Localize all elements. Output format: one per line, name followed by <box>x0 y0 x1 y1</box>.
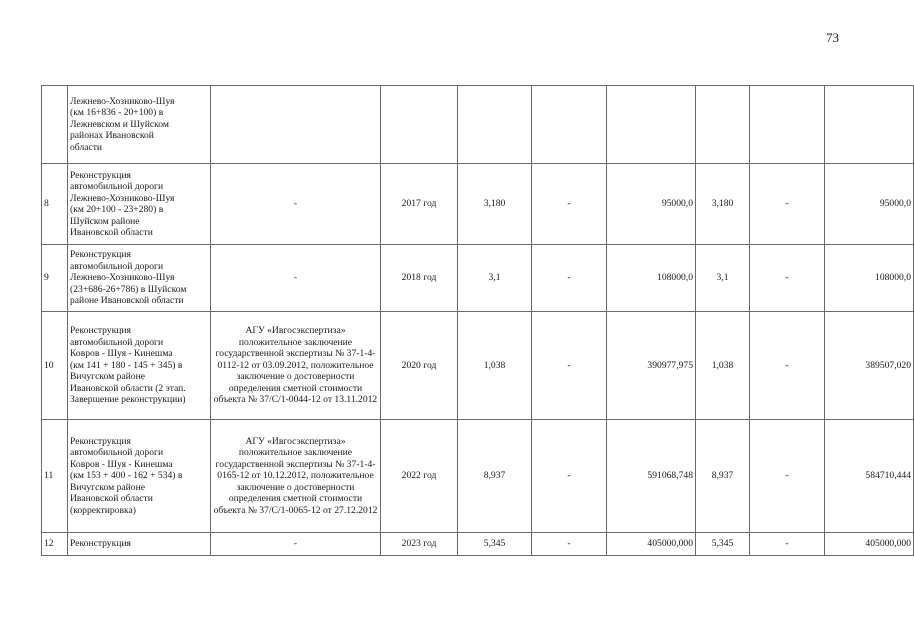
empty-value-cell-2: - <box>750 312 825 420</box>
expertise-conclusion: - <box>211 533 381 556</box>
length-total-cell: 8,937 <box>696 420 750 533</box>
length-cell: 5,345 <box>458 533 532 556</box>
table-row <box>42 420 914 533</box>
row-number <box>42 86 68 164</box>
object-name <box>68 86 211 164</box>
object-name-line: (км 20+100 - 23+280) в <box>70 204 164 215</box>
object-name-line: Шуйском районе <box>70 215 140 227</box>
object-name-line: Завершение реконструкции) <box>70 394 186 406</box>
empty-value-cell-2: - <box>750 245 825 312</box>
table-row <box>42 245 914 312</box>
empty-value-cell: - <box>532 164 607 245</box>
object-name-line: автомобильной дороги <box>70 447 164 459</box>
empty-value-cell: - <box>532 533 607 556</box>
object-name-line: Реконструкция <box>70 249 131 261</box>
length-total-cell: 5,345 <box>696 533 750 556</box>
cost-cell: 108000,0 <box>607 245 696 312</box>
cost-cell: 95000,0 <box>607 164 696 245</box>
cost-total-cell: 95000,0 <box>825 164 914 245</box>
year-cell <box>381 86 458 164</box>
empty-value-cell: - <box>532 312 607 420</box>
row-number: 10 <box>42 312 68 420</box>
object-name-line: Лежнево-Хозниково-Шуя <box>70 95 175 107</box>
object-name-line: области <box>70 141 103 153</box>
object-name <box>68 312 211 420</box>
length-total-cell: 3,180 <box>696 164 750 245</box>
object-name <box>68 164 211 245</box>
object-name-line: Реконструкция <box>70 325 131 337</box>
length-cell <box>458 86 532 164</box>
object-name-line: Лежнево-Хозниково-Шуя <box>70 192 175 204</box>
empty-value-cell: - <box>532 420 607 533</box>
object-name-line: Ковров - Шуя - Кинешма <box>70 348 173 360</box>
length-total-cell: 3,1 <box>696 245 750 312</box>
cost-cell: 405000,000 <box>607 533 696 556</box>
cost-cell: 390977,975 <box>607 312 696 420</box>
cost-total-cell: 389507,020 <box>825 312 914 420</box>
length-total-cell <box>696 86 750 164</box>
row-number: 11 <box>42 420 68 533</box>
length-cell: 3,1 <box>458 245 532 312</box>
table-row <box>42 312 914 420</box>
expertise-conclusion: - <box>211 245 381 312</box>
year-cell: 2022 год <box>381 420 458 533</box>
object-name-line: (корректировка) <box>70 504 136 516</box>
object-name-line: (23+686-26+786) в Шуйском <box>70 283 187 295</box>
length-cell: 8,937 <box>458 420 532 533</box>
object-name-line: Ивановской области <box>70 227 153 238</box>
table-row <box>42 164 914 245</box>
object-name-line: автомобильной дороги <box>70 336 164 348</box>
object-name-line: Лежнево-Хозниково-Шуя <box>70 272 175 284</box>
cost-cell: 591068,748 <box>607 420 696 533</box>
object-name-line: Реконструкция <box>70 169 131 181</box>
object-name-line: Ковров - Шуя - Кинешма <box>70 458 173 470</box>
expertise-conclusion <box>211 86 381 164</box>
object-name-line: Реконструкция <box>70 435 131 447</box>
empty-value-cell-2: - <box>750 164 825 245</box>
length-cell: 1,038 <box>458 312 532 420</box>
object-name-line: Лежневском и Шуйском <box>70 118 169 130</box>
empty-value-cell: - <box>532 245 607 312</box>
object-name-line: (км 141 + 180 - 145 + 345) в <box>70 359 183 371</box>
row-number: 12 <box>42 533 68 556</box>
construction-objects-table <box>41 85 914 556</box>
row-number: 9 <box>42 245 68 312</box>
object-name-line: районе Ивановской области <box>70 295 184 307</box>
object-name <box>68 420 211 533</box>
year-cell: 2020 год <box>381 312 458 420</box>
expertise-conclusion: АГУ «Ивгосэкспертиза» положительное заключение государственной экспертизы № 37-1-4-0165-12 от 10.12.2012, положительное заключение о достоверности определения сметной стоимости объекта № 37/С/1-0065-12 от 27.12.2012 <box>211 420 381 533</box>
year-cell: 2017 год <box>381 164 458 245</box>
expertise-conclusion: - <box>211 164 381 245</box>
cost-total-cell: 405000,000 <box>825 533 914 556</box>
row-number: 8 <box>42 164 68 245</box>
object-name-line: районах Ивановской <box>70 130 154 142</box>
object-name-line: Реконструкция <box>70 538 131 550</box>
object-name-line: автомобильной дороги <box>70 260 164 272</box>
expertise-conclusion: АГУ «Ивгосэкспертиза» положительное заключение государственной экспертизы № 37-1-4-0112-12 от 03.09.2012, положительное заключение о достоверности определения сметной стоимости объекта № 37/С/1-0044-12 от 13.11.2012 <box>211 312 381 420</box>
year-cell: 2018 год <box>381 245 458 312</box>
empty-value-cell-2: - <box>750 420 825 533</box>
object-name <box>68 245 211 312</box>
object-name-line: автомобильной дороги <box>70 181 164 192</box>
empty-value-cell-2: - <box>750 533 825 556</box>
length-total-cell: 1,038 <box>696 312 750 420</box>
object-name-line: Ивановской области (2 этап. <box>70 382 186 394</box>
cost-cell <box>607 86 696 164</box>
object-name <box>68 533 211 556</box>
page-number: 73 <box>826 30 839 45</box>
table-row <box>42 86 914 164</box>
empty-value-cell <box>532 86 607 164</box>
length-cell: 3,180 <box>458 164 532 245</box>
cost-total-cell: 108000,0 <box>825 245 914 312</box>
table-row <box>42 533 914 556</box>
object-name-line: Вичугском районе <box>70 371 145 383</box>
cost-total-cell: 584710,444 <box>825 420 914 533</box>
object-name-line: (км 153 + 400 - 162 + 534) в <box>70 470 183 482</box>
empty-value-cell-2 <box>750 86 825 164</box>
object-name-line: Ивановской области <box>70 493 153 505</box>
object-name-line: (км 16+836 - 20+100) в <box>70 107 164 119</box>
object-name-line: Вичугском районе <box>70 481 145 493</box>
year-cell: 2023 год <box>381 533 458 556</box>
cost-total-cell <box>825 86 914 164</box>
